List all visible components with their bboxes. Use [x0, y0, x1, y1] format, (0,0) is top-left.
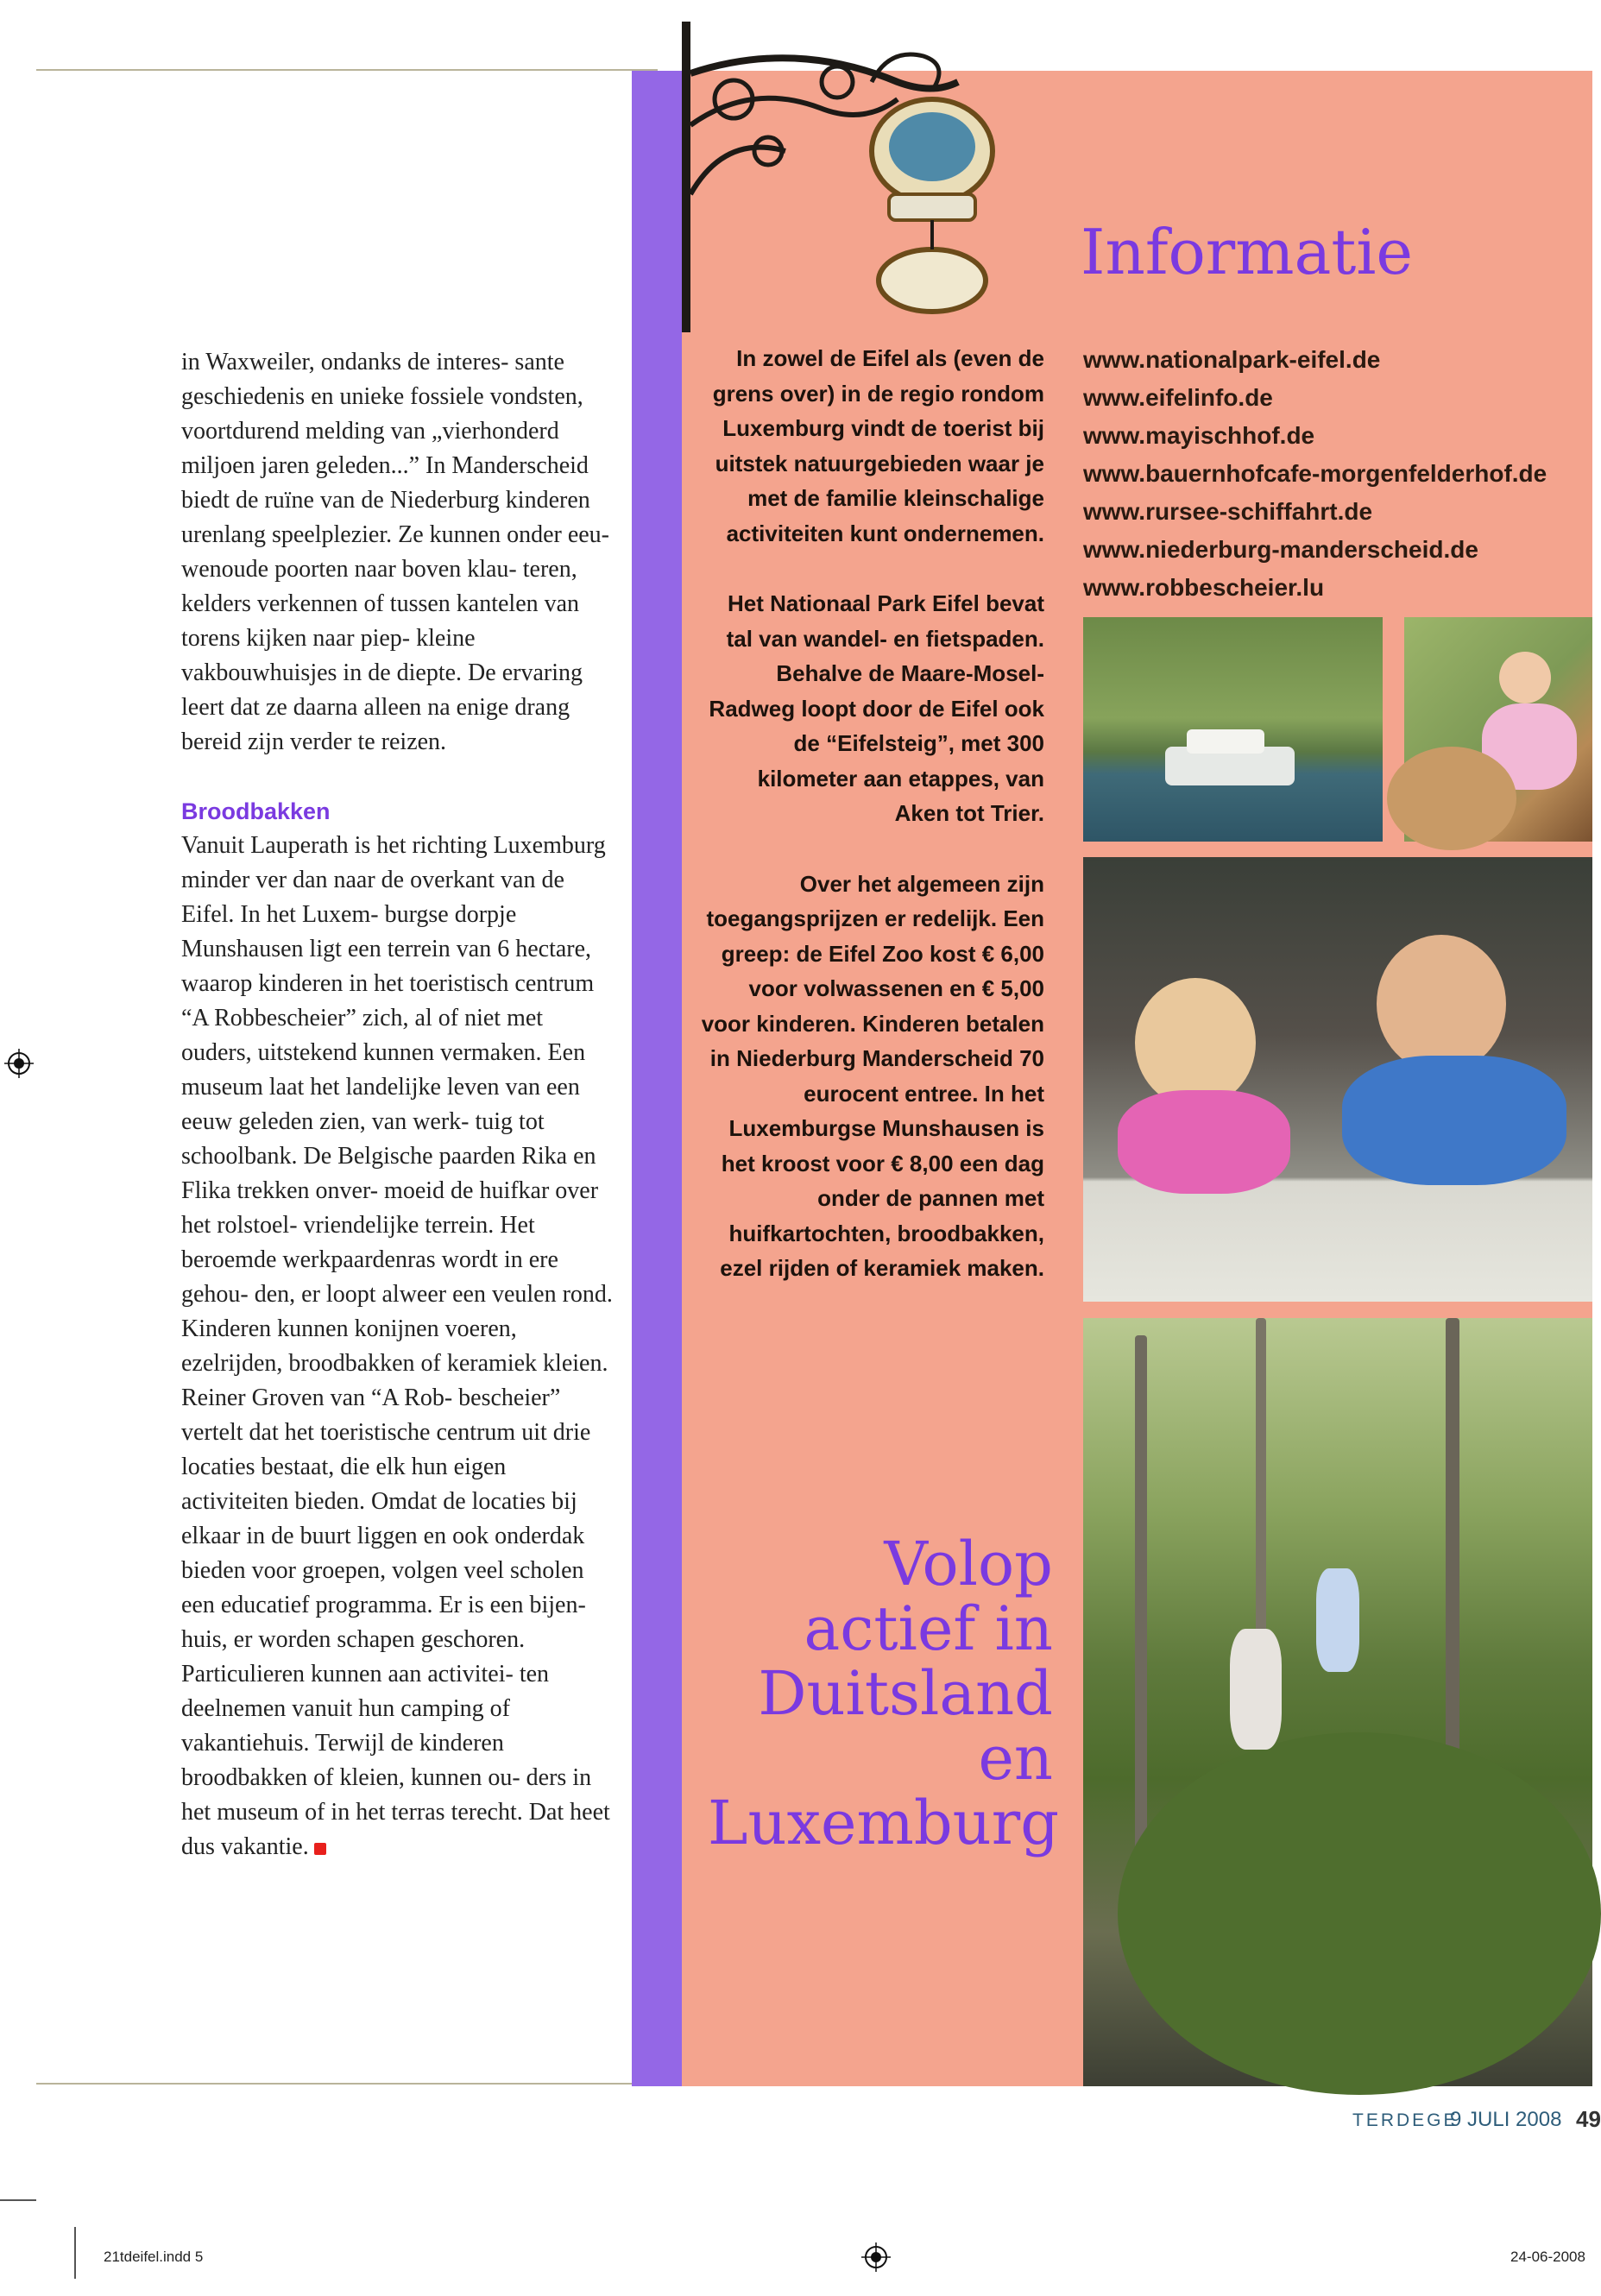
url-link[interactable]: www.nationalpark-eifel.de [1083, 346, 1381, 373]
forest-rock-photo [1083, 1318, 1592, 2086]
slug-print-date: 24-06-2008 [1510, 2249, 1585, 2265]
hanging-sign-illustration [673, 22, 1036, 341]
children-baking-photo [1083, 857, 1592, 1302]
info-prices: Over het algemeen zijn toegangsprijzen er redelijk. Een greep: de Eifel Zoo kost € 6,00 voor volwassenen en € 5,00 voor kinderen. Kinderen betalen in Niederburg Manderscheid 70 eurocent entree. In het Luxemburgse Munshausen is het kroost voor € 8,00 een dag onder de pannen met huifkartochten, broodbakken, ezel rijden of keramiek maken. [701, 870, 1044, 1281]
article-subheading: Broodbakken [181, 798, 331, 824]
article-paragraph-2 [181, 829, 613, 1864]
url-link[interactable]: www.rursee-schiffahrt.de [1083, 498, 1373, 525]
info-intro: In zowel de Eifel als (even de grens over) in de regio rondom Luxemburg vindt de toerist bij uitstek natuurgebieden waar je met de familie kleinschalige activiteiten kunt ondernemen. [712, 345, 1044, 546]
info-title: Informatie [1081, 216, 1413, 288]
top-rule [36, 69, 658, 71]
horse-ride-photo [1404, 617, 1592, 842]
registration-mark-icon [861, 2242, 891, 2272]
article-paragraph-1: in Waxweiler, ondanks de interes- sante geschiedenis en unieke fossiele vondsten, voortdurend melding van „vierhonderd miljoen jaren geleden...” In Manderscheid biedt de ruïne van de Niederburg kinderen urenlang speelplezier. Ze kunnen onder eeu- wenoude poorten naar boven klau- teren, kelders verkennen of tussen kantelen van torens kijken naar piep- kleine vakbouwhuisjes in de diepte. De ervaring leert dat ze daarna alleen na enige drang bereid zijn verder te reizen. [181, 349, 610, 755]
crop-mark [74, 2227, 76, 2279]
url-link[interactable]: www.niederburg-manderscheid.de [1083, 536, 1478, 563]
end-mark-icon [314, 1843, 326, 1855]
info-park: Het Nationaal Park Eifel bevat tal van wandel- en fietspaden. Behalve de Maare-Mosel-Radweg loopt door de Eifel ook de “Eifelsteig”, met 300 kilometer aan etappes, van Aken tot Trier. [709, 590, 1044, 826]
url-link[interactable]: www.robbescheier.lu [1083, 574, 1325, 601]
url-link[interactable]: www.bauernhofcafe-morgenfelderhof.de [1083, 460, 1547, 487]
footer-page-number: 49 [1576, 2106, 1601, 2132]
slug-filename: 21tdeifel.indd 5 [104, 2249, 204, 2265]
registration-mark-icon [4, 1049, 34, 1078]
footer-magazine-name: TERDEGE [1352, 2110, 1459, 2130]
crop-mark [0, 2199, 36, 2201]
info-text-column [699, 341, 1044, 1321]
url-link[interactable]: www.eifelinfo.de [1083, 384, 1273, 411]
boat-photo [1083, 617, 1383, 842]
article-column [181, 345, 613, 1864]
panel-accent-strip [632, 71, 682, 2086]
panel-headline: Volop actief in Duitsland en Luxemburg [708, 1529, 1060, 1858]
article-paragraph-2-text: Vanuit Lauperath is het richting Luxemburg minder ver dan naar de overkant van de Eifel. In het Luxem- burgse dorpje Munshausen ligt een terrein van 6 hectare, waarop kinderen in het toeristisch centrum “A Robbescheier” zich, al of niet met ouders, uitstekend kunnen vermaken. Een museum laat het landelijke leven van een eeuw geleden zien, van werk- tuig tot schoolbank. De Belgische paarden Rika en Flika trekken onver- moeid de huifkar over het rolstoel- vriendelijke terrein. Het beroemde werkpaardenras wordt in ere gehou- den, er loopt alweer een veulen rond. Kinderen kunnen konijnen voeren, ezelrijden, broodbakken of keramiek kleien. Reiner Groven van “A Rob- bescheier” vertelt dat het toeristische centrum uit drie locaties bestaat, die elk hun eigen activiteiten bieden. Omdat de locaties bij elkaar in de buurt liggen en ook onderdak bieden voor groepen, volgen veel scholen een educatief programma. Er is een bijen- huis, er worden schapen geschoren. Particulieren kunnen aan activitei- ten deelnemen vanuit hun camping of vakantiehuis. Terwijl de kinderen broodbakken of kleien, kunnen ou- ders in het museum of in het terras terecht. Dat heet dus vakantie. [181, 832, 613, 1860]
url-list [1083, 341, 1592, 607]
url-link[interactable]: www.mayischhof.de [1083, 422, 1315, 449]
footer-issue-date: 9 JULI 2008 [1450, 2108, 1562, 2131]
